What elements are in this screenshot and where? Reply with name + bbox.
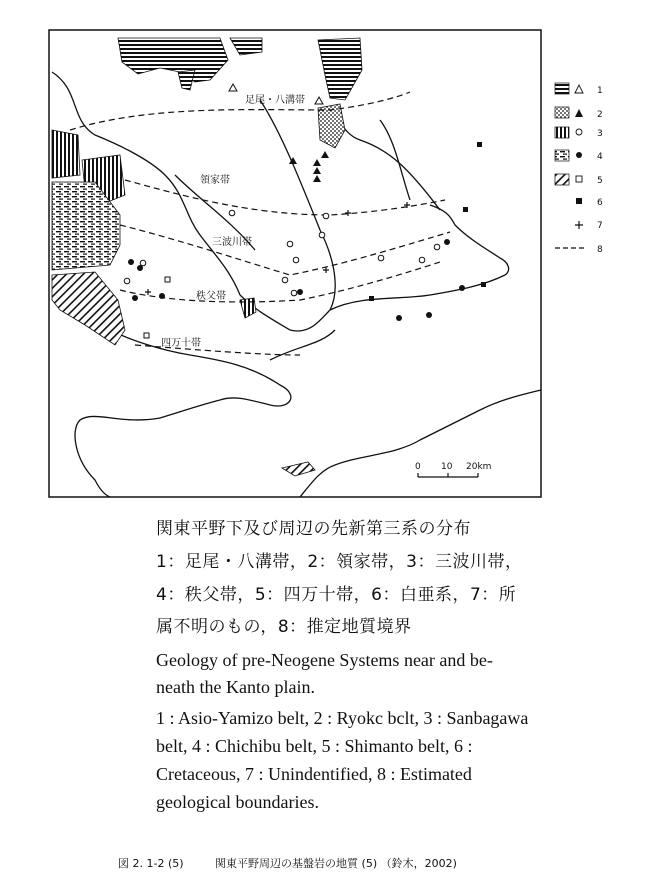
figure-title: 関東平野周辺の基盤岩の地質 (5) （鈴木，2002)	[215, 857, 457, 870]
legend-swatch-2	[555, 107, 569, 118]
symbols-type-3-open-circle	[124, 210, 440, 296]
region-label-asio: 足尾・八溝帯	[245, 95, 305, 106]
symbols-type-5-open-square	[144, 277, 170, 338]
legend-label-3: 3	[597, 129, 603, 139]
caption-jp-title: 関東平野下及び周辺の先新第三系の分布	[156, 519, 471, 539]
symbols-type-7-cross	[145, 202, 410, 295]
caption-en-line-6: geological boundaries.	[156, 792, 319, 812]
caption-jp-line-3: 属不明のもの，8：推定地質境界	[156, 617, 412, 637]
legend	[555, 83, 603, 255]
region-label-shimanto: 四万十帯	[161, 338, 201, 349]
legend-label-8: 8	[597, 245, 603, 255]
caption-en-line-1: Geology of pre-Neogene Systems near and be-	[156, 650, 493, 670]
caption-jp-line-2: 4：秩父帯，5：四万十帯，6：白亜系，7：所	[156, 585, 517, 605]
figure-number: 図 2. 1-2 (5)	[118, 857, 184, 870]
scale-tick-20km: 20km	[466, 462, 492, 472]
coastlines	[52, 72, 541, 497]
legend-label-1: 1	[597, 86, 603, 96]
estimated-boundaries	[70, 92, 450, 355]
symbols-type-2-filled-triangle	[289, 151, 329, 182]
caption-en-line-3: 1 : Asio-Yamizo belt, 2 : Ryokc bclt, 3 : Sanbagawa	[156, 708, 529, 728]
caption-jp-line-1: 1：足尾・八溝帯，2：領家帯，3：三波川帯，	[156, 552, 523, 572]
legend-swatch-5	[555, 174, 569, 185]
scale-bar	[415, 462, 491, 477]
legend-swatch-1	[555, 83, 569, 94]
legend-label-2: 2	[597, 110, 603, 120]
legend-swatch-3	[555, 127, 569, 138]
legend-label-4: 4	[597, 152, 603, 162]
symbols-type-6-filled-square	[369, 142, 486, 301]
caption-en-line-2: neath the Kanto plain.	[156, 677, 315, 697]
region-label-chichibu: 秩父帯	[196, 291, 226, 302]
scale-tick-0: 0	[415, 462, 421, 472]
caption-en-line-5: Cretaceous, 7 : Unindentified, 8 : Estimated	[156, 764, 472, 784]
symbols-type-4-filled-circle	[128, 239, 465, 321]
legend-label-5: 5	[597, 176, 603, 186]
figure-footer	[118, 855, 457, 871]
region-label-ryoke: 領家帯	[200, 175, 230, 186]
legend-label-7: 7	[597, 221, 603, 231]
legend-swatch-4	[555, 150, 569, 161]
legend-label-6: 6	[597, 198, 603, 208]
scale-tick-10: 10	[441, 462, 453, 472]
caption-en-line-4: belt, 4 : Chichibu belt, 5 : Shimanto belt, 6 :	[156, 736, 473, 756]
region-label-sanbagawa: 三波川帯	[212, 237, 252, 248]
